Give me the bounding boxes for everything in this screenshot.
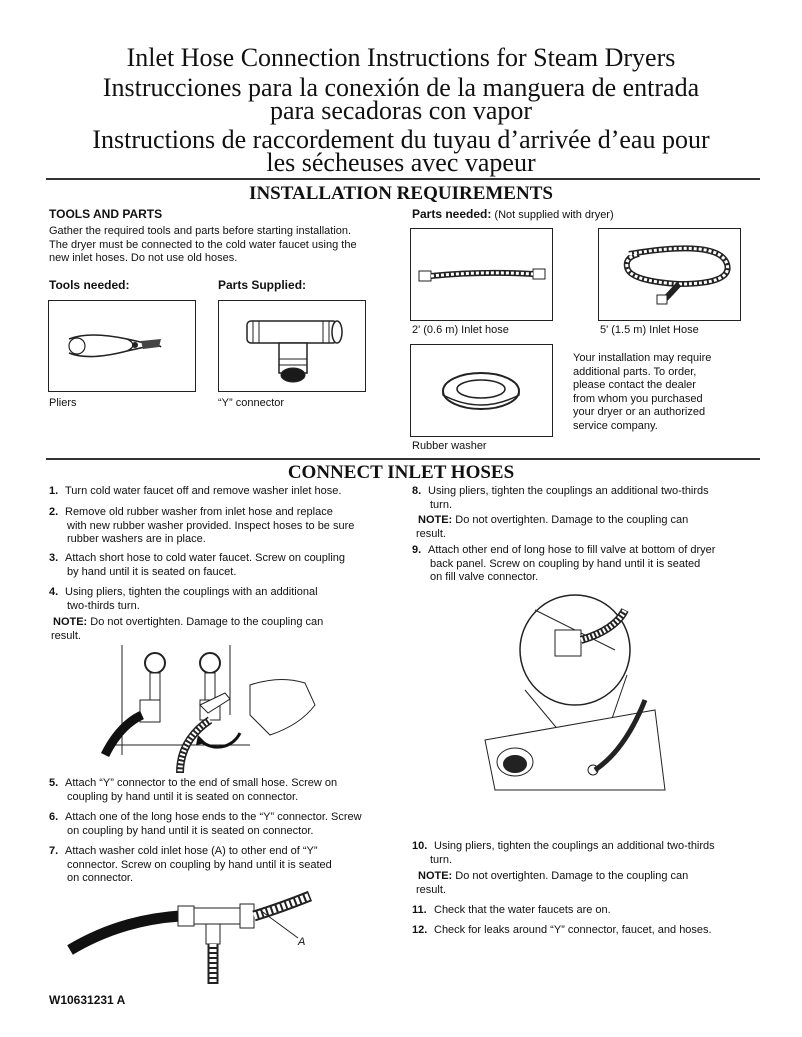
rubber-washer-image-box xyxy=(410,344,553,437)
tools-and-parts-heading: TOOLS AND PARTS xyxy=(49,207,163,221)
step-6: 6. Attach one of the long hose ends to the “Y” connector. Screw on coupling by hand until it is seated on connector. xyxy=(49,811,362,837)
top-divider xyxy=(46,178,760,180)
intro-text: Gather the required tools and parts before starting installation. The dryer must be connected to the cold water faucet using the new inlet hoses. Do not use old hoses. xyxy=(49,225,357,264)
long-hose-label: 5' (1.5 m) Inlet Hose xyxy=(600,324,699,336)
faucet-hose-icon xyxy=(100,645,320,773)
parts-needed-label: Parts needed: xyxy=(412,207,492,221)
step-11: 11. Check that the water faucets are on. xyxy=(412,904,611,916)
note-step-10: NOTE: Do not overtighten. Damage to the coupling can result. xyxy=(416,870,689,896)
rubber-washer-label: Rubber washer xyxy=(412,440,487,452)
dryer-back-panel-illustration xyxy=(475,590,675,800)
step-8: 8. Using pliers, tighten the couplings an additional two-thirds turn. xyxy=(412,485,709,511)
short-hose-image-box xyxy=(410,228,553,321)
step-10: 10. Using pliers, tighten the couplings an additional two-thirds turn. xyxy=(412,840,715,866)
step-5: 5. Attach “Y” connector to the end of small hose. Screw on coupling by hand until it is seated on connector. xyxy=(49,777,338,803)
y-connector-image-box xyxy=(218,300,366,392)
note-step-8: NOTE: Do not overtighten. Damage to the coupling can result. xyxy=(416,514,689,540)
pliers-image-box xyxy=(48,300,196,392)
title-spanish-line1: Instrucciones para la conexión de la manguera de entrada xyxy=(102,73,700,102)
long-hose-icon xyxy=(599,229,740,320)
title-french-line1: Instructions de raccordement du tuyau d’arrivée d’eau pour xyxy=(92,125,710,154)
tools-needed-label: Tools needed: xyxy=(49,278,130,292)
y-connector-label: “Y” connector xyxy=(218,397,285,409)
installation-requirements-heading: INSTALLATION REQUIREMENTS xyxy=(249,183,553,204)
y-connector-hoses-icon xyxy=(60,880,320,985)
pliers-label: Pliers xyxy=(49,397,77,409)
middle-divider xyxy=(46,458,760,460)
pliers-icon xyxy=(49,301,195,391)
additional-parts-note: Your installation may require additional parts. To order, please contact the dealer from whom you purchased your dryer or an authorized service company. xyxy=(573,352,712,432)
short-hose-label: 2' (0.6 m) Inlet hose xyxy=(412,324,509,336)
connect-inlet-hoses-heading: CONNECT INLET HOSES xyxy=(287,462,515,483)
step-2: 2. Remove old rubber washer from inlet hose and replace with new rubber washer provided. Inspect hoses to be sure rubber washers are in place. xyxy=(49,506,355,545)
y-connector-icon xyxy=(219,301,365,391)
step-4: 4. Using pliers, tighten the couplings with an additional two-thirds turn. xyxy=(49,586,318,612)
rubber-washer-icon xyxy=(411,345,552,436)
parts-needed-line xyxy=(412,207,614,221)
long-hose-image-box xyxy=(598,228,741,321)
part-number: W10631231 A xyxy=(49,993,126,1007)
parts-supplied-label: Parts Supplied: xyxy=(218,278,307,292)
callout-a-label: A xyxy=(298,936,306,948)
note-step-4: NOTE: Do not overtighten. Damage to the coupling can result. xyxy=(51,616,324,642)
step-7: 7. Attach washer cold inlet hose (A) to other end of “Y” connector. Screw on coupling by hand until it is seated on connector. xyxy=(49,845,332,884)
title-spanish-line2: para secadoras con vapor xyxy=(269,96,533,125)
y-connector-hose-illustration xyxy=(60,880,320,985)
step-12: 12. Check for leaks around “Y” connector, faucet, and hoses. xyxy=(412,924,712,936)
not-supplied-note: (Not supplied with dryer) xyxy=(494,209,614,221)
short-hose-icon xyxy=(411,229,552,320)
step-3: 3. Attach short hose to cold water faucet. Screw on coupling by hand until it is seated on faucet. xyxy=(49,552,346,578)
fill-valve-icon xyxy=(475,590,675,800)
faucet-illustration xyxy=(100,645,320,773)
title-french-line2: les sécheuses avec vapeur xyxy=(266,148,536,177)
step-1: 1. Turn cold water faucet off and remove washer inlet hose. xyxy=(49,485,342,497)
title-english: Inlet Hose Connection Instructions for Steam Dryers xyxy=(126,43,676,72)
step-9: 9. Attach other end of long hose to fill valve at bottom of dryer back panel. Screw on coupling by hand until it is seated on fill valve connector. xyxy=(412,544,716,583)
